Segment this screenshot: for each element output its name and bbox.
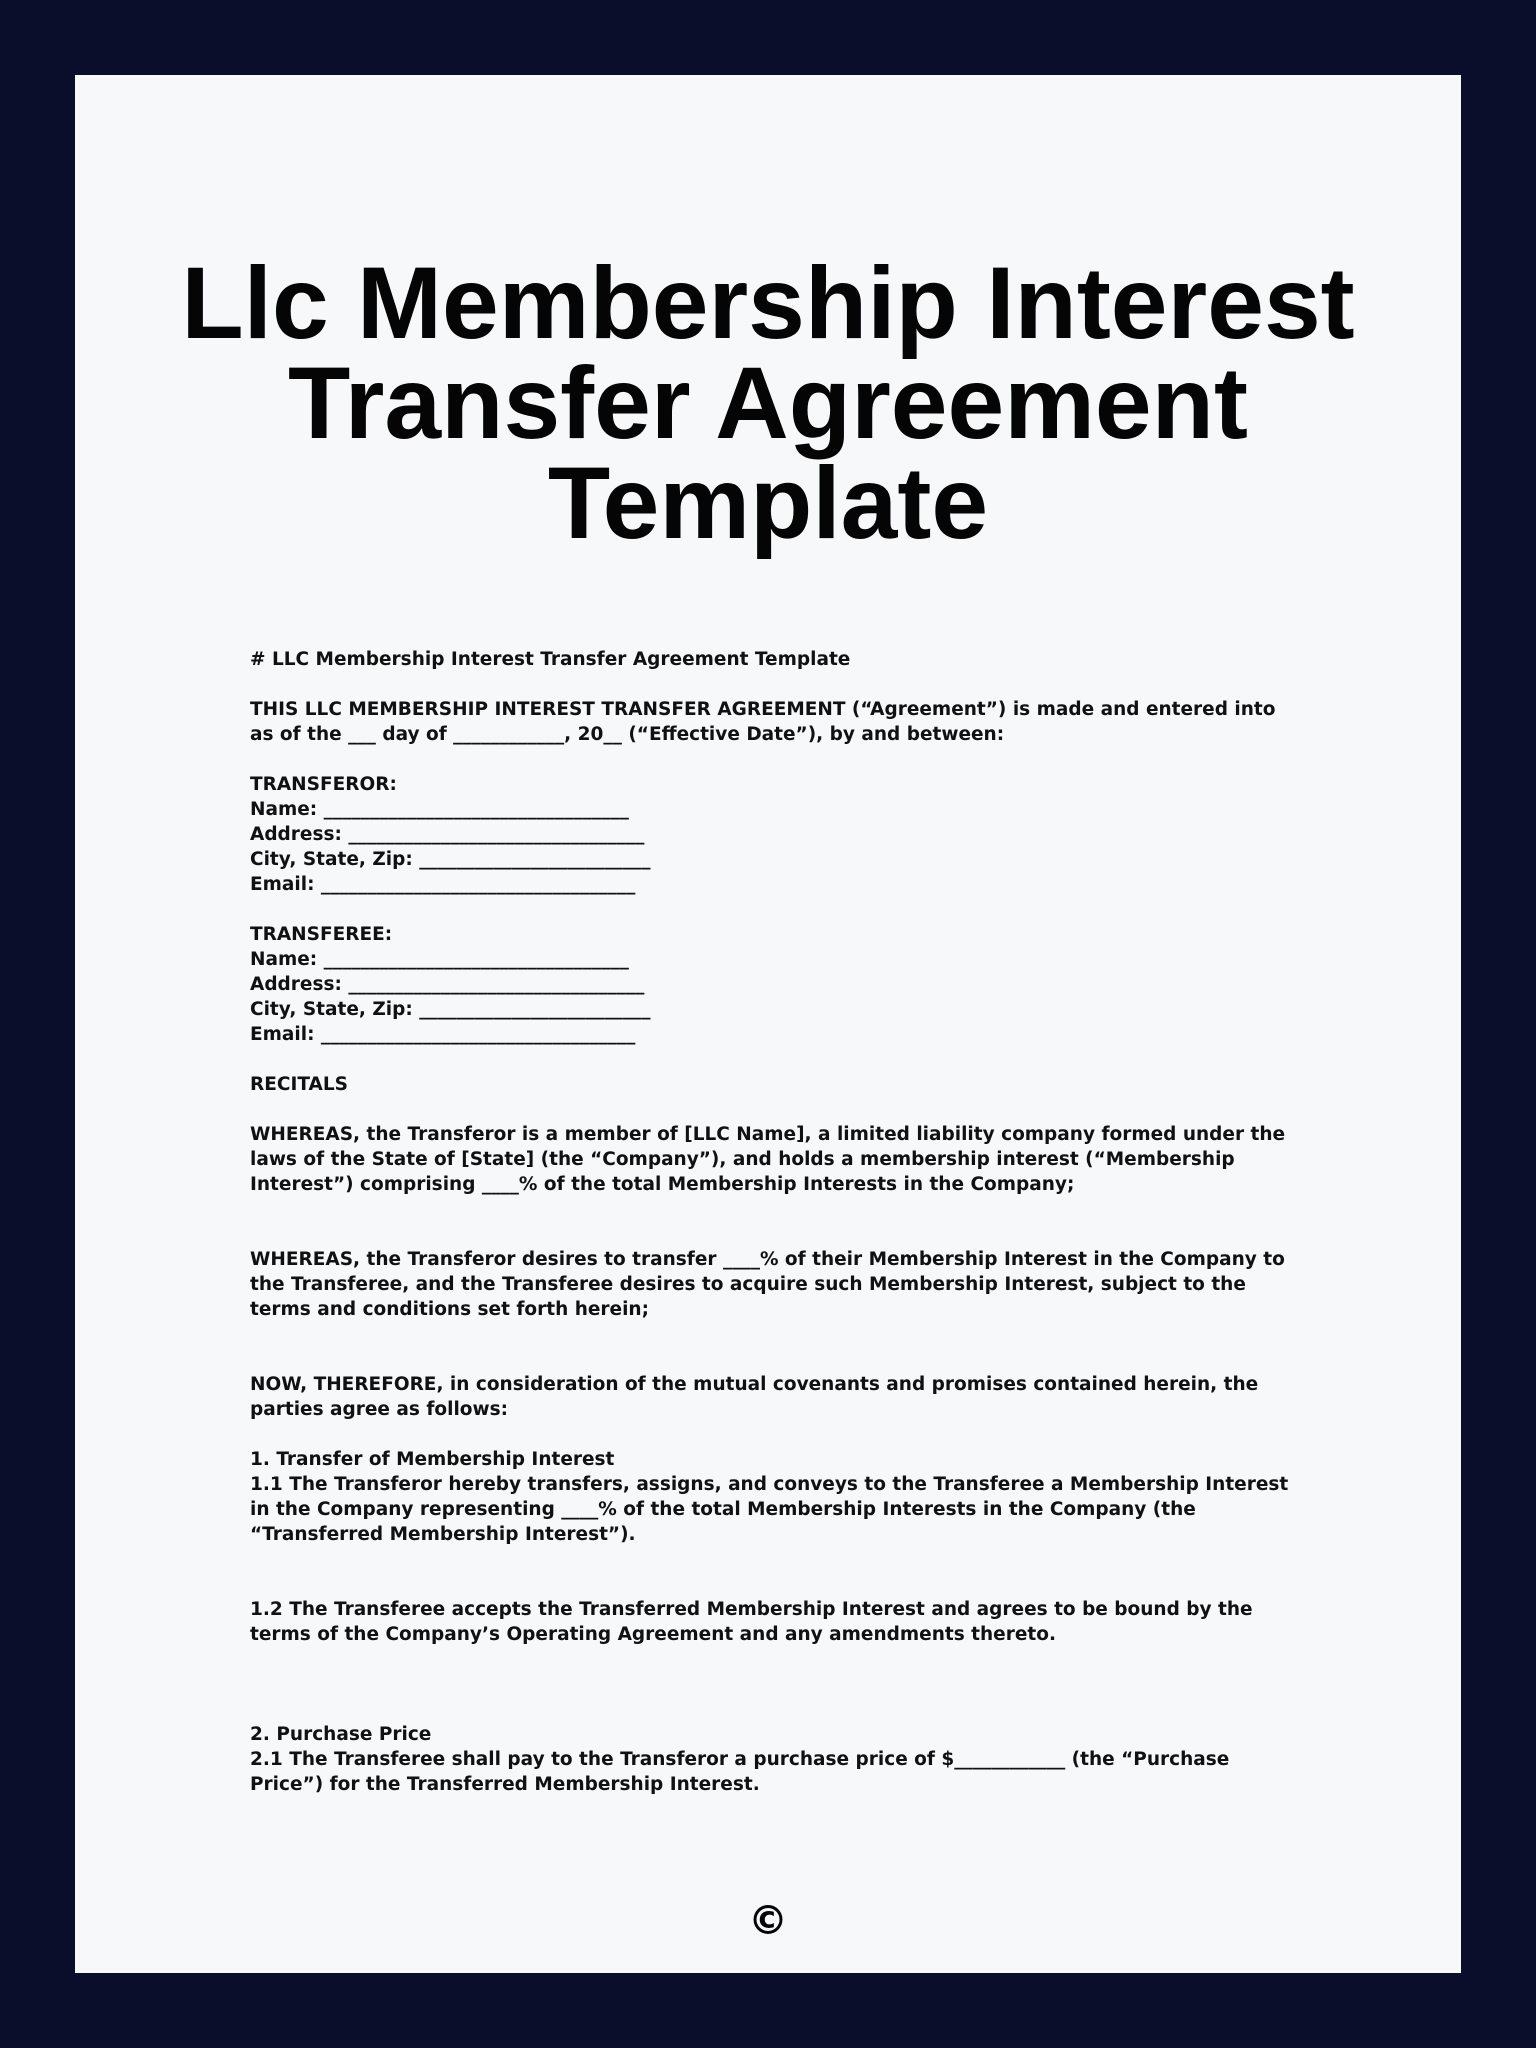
transferor-address-line: Address: ________________________________ xyxy=(250,824,645,845)
transferor-name-line: Name: _________________________________ xyxy=(250,799,629,820)
transferee-email-line: Email: __________________________________ xyxy=(250,1024,636,1045)
section-1-2: 1.2 The Transferee accepts the Transferred Membership Interest and agrees to be bound by the terms of the Company’s Operating Agreement and any amendments thereto. xyxy=(250,1599,1260,1645)
section-1-title: 1. Transfer of Membership Interest xyxy=(250,1449,615,1470)
transferor-city-line: City, State, Zip: _________________________ xyxy=(250,849,651,870)
document-page xyxy=(75,75,1461,1973)
transferee-address-line: Address: ________________________________ xyxy=(250,974,645,995)
transferee-name-line: Name: _________________________________ xyxy=(250,949,629,970)
transferor-email-line: Email: __________________________________ xyxy=(250,874,636,895)
copyright-icon: © xyxy=(748,1898,788,1944)
document-title xyxy=(75,246,1461,560)
now-therefore-paragraph: NOW, THEREFORE, in consideration of the mutual covenants and promises contained herein, the parties agree as follows: xyxy=(250,1374,1265,1420)
title-line-1: Llc Membership Interest xyxy=(181,246,1355,360)
transferor-label: TRANSFEROR: xyxy=(250,774,397,795)
markdown-heading: # LLC Membership Interest Transfer Agreement Template xyxy=(250,649,851,670)
whereas-paragraph-2: WHEREAS, the Transferor desires to transfer ____% of their Membership Interest in the Company to the Transferee, and the Transferee desires to acquire such Membership Interest, subject to the terms and conditions set forth herein; xyxy=(250,1249,1292,1320)
document-body xyxy=(250,647,1300,1797)
recitals-heading: RECITALS xyxy=(250,1074,348,1095)
section-1-1: 1.1 The Transferor hereby transfers, assigns, and conveys to the Transferee a Membership Interest in the Company representing ____% of the total Membership Interests in the Company (the “Transferred Membership Interest”). xyxy=(250,1474,1295,1545)
transferor-block xyxy=(250,772,1300,897)
section-2-title: 2. Purchase Price xyxy=(250,1724,432,1745)
intro-paragraph: THIS LLC MEMBERSHIP INTEREST TRANSFER AGREEMENT (“Agreement”) is made and entered into as of the ___ day of ____________, 20__ (“Effective Date”), by and between: xyxy=(250,699,1282,745)
transferee-block xyxy=(250,922,1300,1047)
title-line-2: Transfer Agreement xyxy=(288,346,1248,460)
whereas-paragraph-1: WHEREAS, the Transferor is a member of [LLC Name], a limited liability company formed under the laws of the State of [State] (the “Company”), and holds a membership interest (“Membership Interest”) comprising ____% of the total Membership Interests in the Company; xyxy=(250,1124,1292,1195)
title-line-3: Template xyxy=(547,446,989,560)
transferee-city-line: City, State, Zip: _________________________ xyxy=(250,999,651,1020)
transferee-label: TRANSFEREE: xyxy=(250,924,393,945)
section-2-1: 2.1 The Transferee shall pay to the Transferor a purchase price of $____________ (the “Purchase Price”) for the Transferred Membership Interest. xyxy=(250,1749,1236,1795)
